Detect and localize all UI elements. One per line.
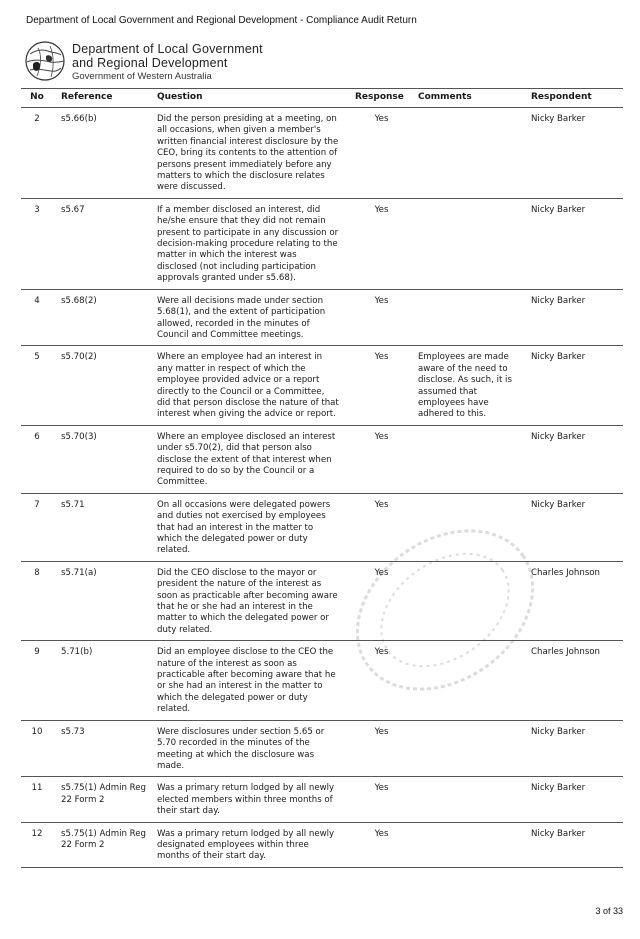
row-question: If a member disclosed an interest, did he/she ensure that they did not remain present to participate in any discussion or decision-making procedure relating to the matter in which the interest was disclosed (not including participation approvals granted under s5.68). — [151, 198, 349, 289]
row-reference: s5.66(b) — [55, 108, 151, 199]
row-no: 11 — [21, 777, 55, 822]
row-respondent: Charles Johnson — [525, 641, 623, 720]
row-response: Yes — [349, 561, 412, 640]
row-response: Yes — [349, 493, 412, 561]
globe-emblem-icon — [24, 40, 66, 82]
table-row — [21, 425, 623, 493]
column-header-no: No — [21, 89, 55, 108]
row-respondent: Charles Johnson — [525, 561, 623, 640]
row-reference: s5.70(3) — [55, 425, 151, 493]
row-comments: Employees are made aware of the need to disclose. As such, it is assumed that employees have adhered to this. — [412, 346, 525, 425]
table-row — [21, 641, 623, 720]
table-row — [21, 777, 623, 822]
logo-line-3: Government of Western Australia — [72, 71, 212, 82]
table-row — [21, 493, 623, 561]
row-no: 10 — [21, 720, 55, 777]
department-logo — [24, 40, 304, 84]
row-no: 4 — [21, 289, 55, 346]
row-no: 7 — [21, 493, 55, 561]
row-question: Were all decisions made under section 5.68(1), and the extent of participation allowed, recorded in the minutes of Council and Committee meetings. — [151, 289, 349, 346]
row-comments — [412, 777, 525, 822]
row-respondent: Nicky Barker — [525, 108, 623, 199]
table-row — [21, 346, 623, 425]
row-response: Yes — [349, 108, 412, 199]
row-question: Did an employee disclose to the CEO the nature of the interest as soon as practicable after becoming aware that he or she had an interest in the matter to which the delegated power or duty related. — [151, 641, 349, 720]
row-question: Did the person presiding at a meeting, on all occasions, when given a member's written financial interest disclosure by the CEO, bring its contents to the attention of persons present immediately before any matters to which the disclosure relates were discussed. — [151, 108, 349, 199]
logo-line-1: Department of Local Government — [72, 42, 263, 56]
row-comments — [412, 822, 525, 867]
row-reference: 5.71(b) — [55, 641, 151, 720]
row-question: Were disclosures under section 5.65 or 5.70 recorded in the minutes of the meeting at which the disclosure was made. — [151, 720, 349, 777]
row-respondent: Nicky Barker — [525, 822, 623, 867]
table-row — [21, 720, 623, 777]
row-no: 6 — [21, 425, 55, 493]
row-comments — [412, 641, 525, 720]
row-question: Was a primary return lodged by all newly elected members within three months of their start day. — [151, 777, 349, 822]
row-response: Yes — [349, 822, 412, 867]
logo-line-2: and Regional Development — [72, 56, 228, 70]
row-comments — [412, 493, 525, 561]
row-respondent: Nicky Barker — [525, 493, 623, 561]
row-reference: s5.75(1) Admin Reg 22 Form 2 — [55, 822, 151, 867]
row-no: 9 — [21, 641, 55, 720]
column-header-comments: Comments — [412, 89, 525, 108]
row-response: Yes — [349, 198, 412, 289]
row-response: Yes — [349, 346, 412, 425]
row-comments — [412, 108, 525, 199]
row-reference: s5.75(1) Admin Reg 22 Form 2 — [55, 777, 151, 822]
row-question: Where an employee had an interest in any matter in respect of which the employee provided advice or a report directly to the Council or a Committee, did that person disclose the nature of that interest when giving the advice or report. — [151, 346, 349, 425]
row-no: 8 — [21, 561, 55, 640]
row-no: 3 — [21, 198, 55, 289]
compliance-audit-table — [21, 88, 623, 868]
table-row — [21, 822, 623, 867]
column-header-question: Question — [151, 89, 349, 108]
row-respondent: Nicky Barker — [525, 720, 623, 777]
row-respondent: Nicky Barker — [525, 198, 623, 289]
table-row — [21, 561, 623, 640]
table-row — [21, 289, 623, 346]
row-reference: s5.71(a) — [55, 561, 151, 640]
row-respondent: Nicky Barker — [525, 289, 623, 346]
row-reference: s5.73 — [55, 720, 151, 777]
row-comments — [412, 425, 525, 493]
row-response: Yes — [349, 641, 412, 720]
column-header-reference: Reference — [55, 89, 151, 108]
row-reference: s5.68(2) — [55, 289, 151, 346]
column-header-respondent: Respondent — [525, 89, 623, 108]
row-comments — [412, 289, 525, 346]
row-comments — [412, 198, 525, 289]
row-reference: s5.71 — [55, 493, 151, 561]
row-no: 2 — [21, 108, 55, 199]
table-header-row — [21, 89, 623, 108]
row-response: Yes — [349, 425, 412, 493]
row-respondent: Nicky Barker — [525, 425, 623, 493]
row-question: Was a primary return lodged by all newly designated employees within three months of their start day. — [151, 822, 349, 867]
row-no: 5 — [21, 346, 55, 425]
row-no: 12 — [21, 822, 55, 867]
page-number: 3 of 33 — [595, 906, 623, 916]
table-row — [21, 198, 623, 289]
row-respondent: Nicky Barker — [525, 346, 623, 425]
row-comments — [412, 561, 525, 640]
row-reference: s5.70(2) — [55, 346, 151, 425]
row-response: Yes — [349, 720, 412, 777]
table-row — [21, 108, 623, 199]
row-response: Yes — [349, 289, 412, 346]
row-respondent: Nicky Barker — [525, 777, 623, 822]
row-comments — [412, 720, 525, 777]
row-response: Yes — [349, 777, 412, 822]
row-question: Did the CEO disclose to the mayor or president the nature of the interest as soon as practicable after becoming aware that he or she had an interest in the matter to which the delegated power or duty related. — [151, 561, 349, 640]
document-header: Department of Local Government and Regional Development - Compliance Audit Return — [26, 15, 417, 26]
column-header-response: Response — [349, 89, 412, 108]
row-reference: s5.67 — [55, 198, 151, 289]
row-question: On all occasions were delegated powers and duties not exercised by employees that had an interest in the matter to which the delegated power or duty related. — [151, 493, 349, 561]
row-question: Where an employee disclosed an interest under s5.70(2), did that person also disclose the extent of that interest when required to do so by the Council or a Committee. — [151, 425, 349, 493]
